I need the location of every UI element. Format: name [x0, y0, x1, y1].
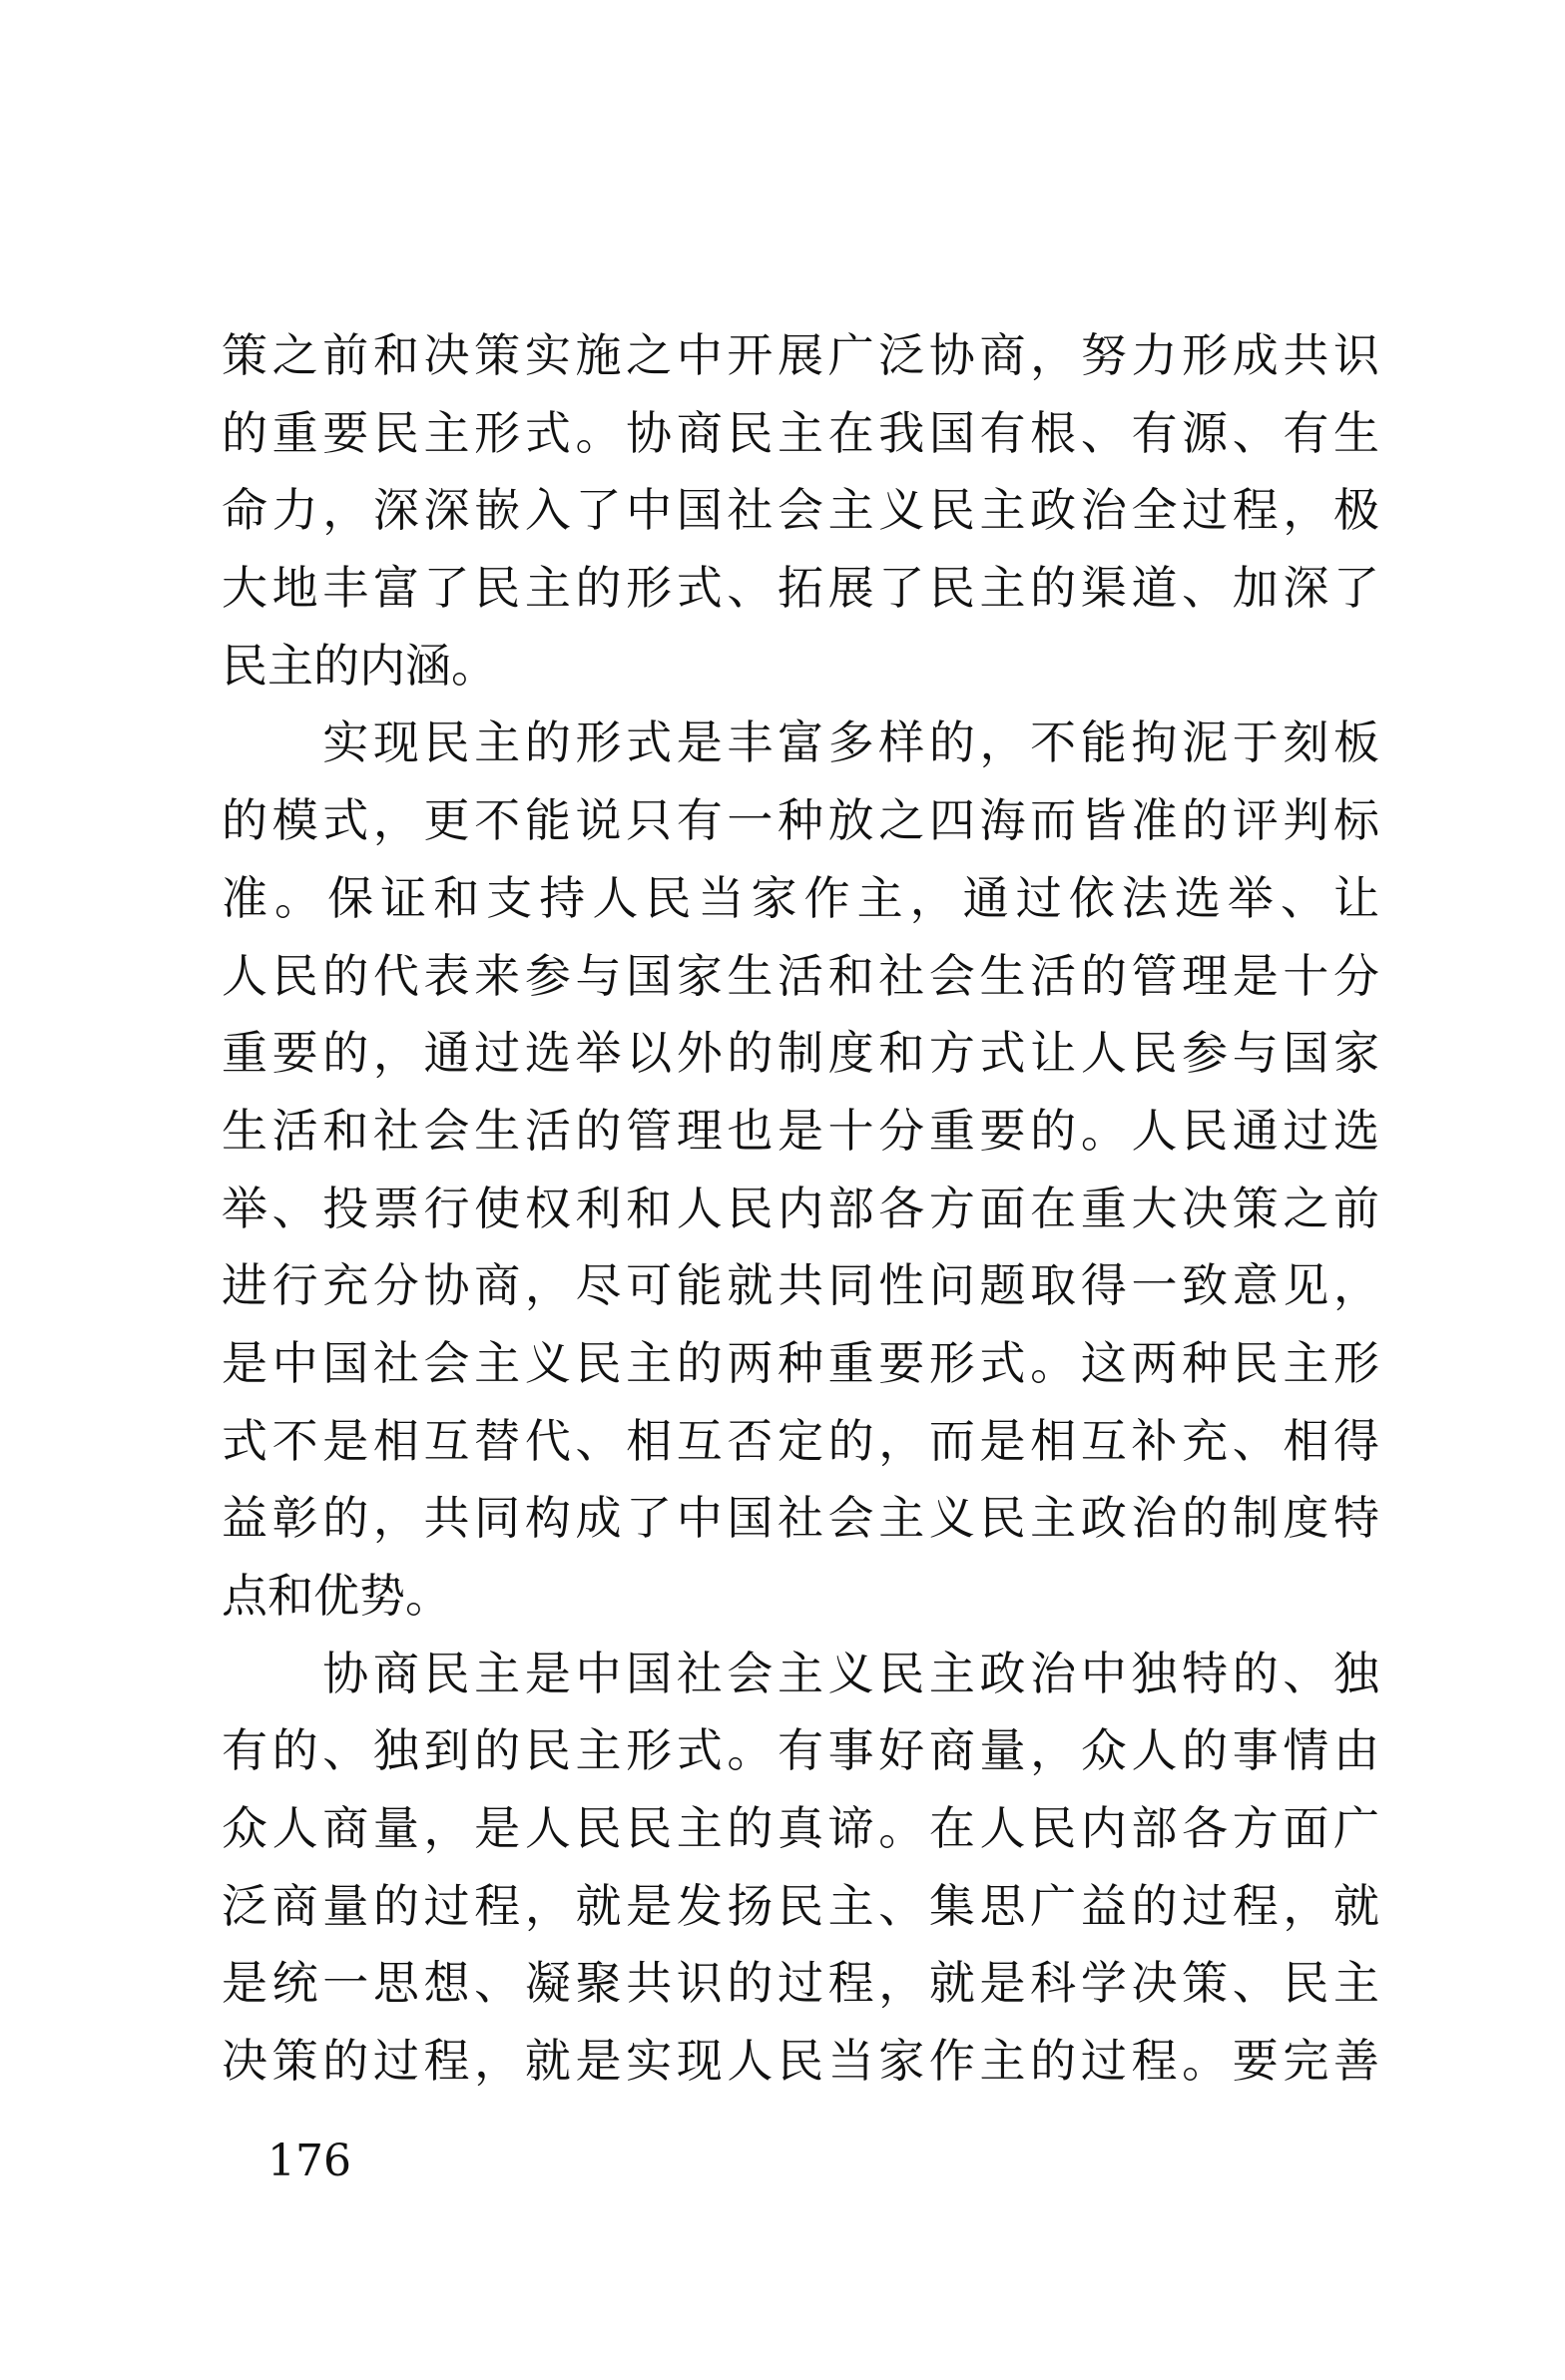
text-line: 众人商量，是人民民主的真谛。在人民内部各方面广 — [222, 1801, 1379, 1856]
text-line: 泛商量的过程，就是发扬民主、集思广益的过程，就 — [222, 1878, 1379, 1933]
text-line: 是中国社会主义民主的两种重要形式。这两种民主形 — [222, 1335, 1379, 1390]
text-line: 的模式，更不能说只有一种放之四海而皆准的评判标 — [222, 793, 1379, 848]
text-line: 实现民主的形式是丰富多样的，不能拘泥于刻板 — [222, 715, 1379, 770]
text-line: 重要的，通过选举以外的制度和方式让人民参与国家 — [222, 1026, 1379, 1081]
text-line: 益彰的，共同构成了中国社会主义民主政治的制度特 — [222, 1491, 1379, 1546]
text-line: 决策的过程，就是实现人民当家作主的过程。要完善 — [222, 2034, 1379, 2089]
text-line: 人民的代表来参与国家生活和社会生活的管理是十分 — [222, 948, 1379, 1003]
text-line: 举、投票行使权利和人民内部各方面在重大决策之前 — [222, 1181, 1379, 1235]
text-line: 是统一思想、凝聚共识的过程，就是科学决策、民主 — [222, 1956, 1379, 2011]
text-line: 有的、独到的民主形式。有事好商量，众人的事情由 — [222, 1723, 1379, 1778]
text-line: 式不是相互替代、相互否定的，而是相互补充、相得 — [222, 1413, 1379, 1468]
text-line: 生活和社会生活的管理也是十分重要的。人民通过选 — [222, 1103, 1379, 1158]
text-line: 命力，深深嵌入了中国社会主义民主政治全过程，极 — [222, 483, 1379, 538]
body-text — [222, 317, 1379, 2101]
page-number: 176 — [267, 2136, 351, 2186]
text-line: 策之前和决策实施之中开展广泛协商，努力形成共识 — [222, 328, 1379, 382]
text-line: 的重要民主形式。协商民主在我国有根、有源、有生 — [222, 405, 1379, 460]
text-line: 点和优势。 — [222, 1569, 451, 1623]
text-line: 大地丰富了民主的形式、拓展了民主的渠道、加深了 — [222, 561, 1379, 616]
text-line: 民主的内涵。 — [222, 638, 497, 693]
text-line: 准。保证和支持人民当家作主，通过依法选举、让 — [222, 870, 1379, 925]
text-line: 进行充分协商，尽可能就共同性问题取得一致意见， — [222, 1258, 1379, 1313]
text-line: 协商民主是中国社会主义民主政治中独特的、独 — [222, 1646, 1379, 1700]
